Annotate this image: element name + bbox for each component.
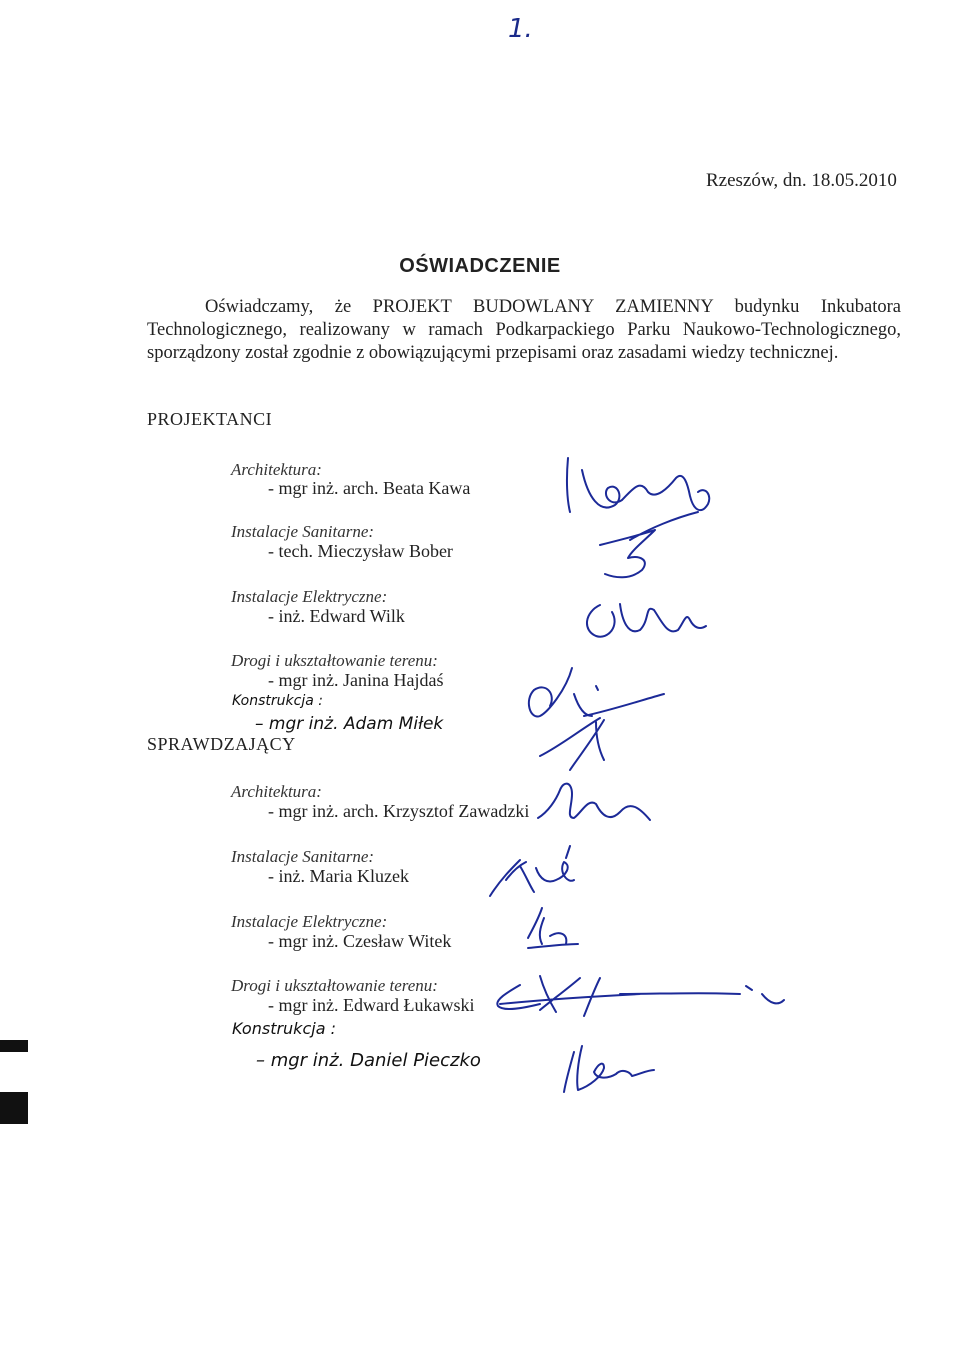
- signature-lukawski: [497, 976, 784, 1016]
- handwritten-category: Konstrukcja :: [232, 693, 323, 709]
- signature-zawadzki: [538, 784, 650, 820]
- reviewer-category: Drogi i ukształtowanie terenu:: [231, 976, 438, 995]
- designer-name: - mgr inż. Janina Hajdaś: [268, 670, 444, 690]
- designer-category: Instalacje Sanitarne:: [231, 522, 375, 541]
- signature-hajdas: [529, 668, 598, 717]
- designer-category: Instalacje Elektryczne:: [231, 587, 388, 606]
- handwritten-category: Konstrukcja :: [232, 1019, 336, 1038]
- designer-name: - tech. Mieczysław Bober: [268, 541, 453, 561]
- reviewers-heading: SPRAWDZAJĄCY: [147, 734, 296, 754]
- reviewer-name: - mgr inż. Czesław Witek: [268, 931, 452, 951]
- reviewer-name: - mgr inż. arch. Krzysztof Zawadzki: [268, 801, 530, 821]
- place-and-date: Rzeszów, dn. 18.05.2010: [706, 170, 897, 191]
- handwritten-name: – mgr inż. Daniel Pieczko: [256, 1050, 481, 1071]
- signature-milek: [540, 694, 664, 770]
- handwritten-name: – mgr inż. Adam Miłek: [255, 714, 444, 734]
- signature-wilk: [587, 604, 706, 637]
- statement-text: Oświadczamy, że PROJEKT BUDOWLANY ZAMIENNY budynku Inkubatora Technologicznego, realizowany w ramach Podkarpackiego Parku Naukowo-Technologicznego, sporządzony został zgodnie z obowiązującymi przepisami oraz zasadami wiedzy technicznej.: [147, 297, 901, 363]
- reviewer-name: - mgr inż. Edward Łukawski: [268, 995, 475, 1015]
- scan-edge-mark: [0, 1092, 28, 1124]
- designer-category: Architektura:: [231, 460, 322, 479]
- reviewer-category: Instalacje Sanitarne:: [231, 847, 375, 866]
- designers-heading: PROJEKTANCI: [147, 409, 273, 429]
- signature-bober: [600, 512, 698, 577]
- reviewer-name: - inż. Maria Kluzek: [268, 866, 409, 886]
- signature-kawa: [567, 458, 709, 512]
- signature-kluzek: [490, 846, 574, 896]
- reviewer-category: Architektura:: [231, 782, 322, 801]
- page-number: 1.: [508, 14, 533, 44]
- designer-name: - mgr inż. arch. Beata Kawa: [268, 478, 471, 498]
- scan-edge-mark: [0, 1040, 28, 1052]
- reviewer-category: Instalacje Elektryczne:: [231, 912, 388, 931]
- designer-name: - inż. Edward Wilk: [268, 606, 405, 626]
- document-title: OŚWIADCZENIE: [399, 255, 561, 277]
- designer-category: Drogi i ukształtowanie terenu:: [231, 651, 438, 670]
- signature-witek: [528, 908, 578, 948]
- signature-pieczko: [564, 1046, 654, 1092]
